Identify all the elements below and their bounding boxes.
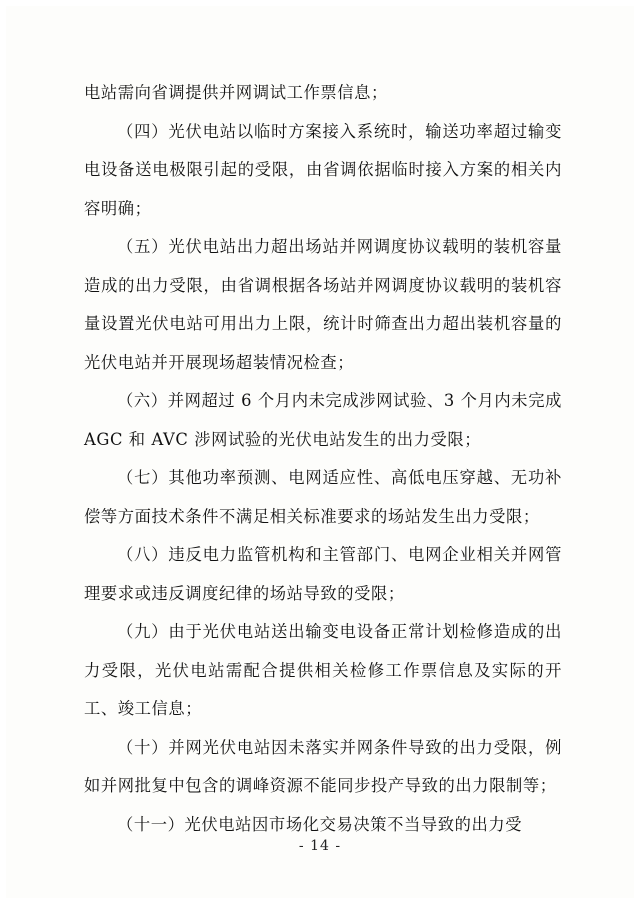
page-edge-right <box>634 0 640 904</box>
page-edge-left <box>0 0 6 904</box>
paragraph-item-9: （九）由于光伏电站送出输变电设备正常计划检修造成的出力受限，光伏电站需配合提供相关检修工作票信息及实际的开工、竣工信息； <box>84 622 562 718</box>
paragraph-item-5: （五）光伏电站出力超出场站并网调度协议载明的装机容量造成的出力受限，由省调根据各场站并网调度协议载明的装机容量设置光伏电站可用出力上限，统计时筛查出力超出装机容量的光伏电站并开展现场超装情况检查； <box>84 237 562 372</box>
page-number: - 14 - <box>298 838 342 854</box>
paragraph-item-4: （四）光伏电站以临时方案接入系统时，输送功率超过输变电设备送电极限引起的受限，由省调依据临时接入方案的相关内容明确； <box>84 121 562 218</box>
page-edge-bottom <box>0 898 640 904</box>
page-edge-top <box>0 0 640 6</box>
page-text-body <box>84 74 562 844</box>
paragraph-item-10: （十）并网光伏电站因未落实并网条件导致的出力受限，例如并网批复中包含的调峰资源不能同步投产导致的出力限制等； <box>84 737 562 795</box>
paragraph-item-8: （八）违反电力监管机构和主管部门、电网企业相关并网管理要求或违反调度纪律的场站导致的受限； <box>84 545 562 603</box>
paragraph-item-6: （六）并网超过 6 个月内未完成涉网试验、3 个月内未完成 AGC 和 AVC 涉网试验的光伏电站发生的出力受限； <box>84 391 562 449</box>
paragraph-item-11: （十一）光伏电站因市场化交易决策不当导致的出力受 <box>117 814 523 834</box>
paragraph-item-7: （七）其他功率预测、电网适应性、高低电压穿越、无功补偿等方面技术条件不满足相关标准要求的场站发生出力受限； <box>84 468 562 526</box>
paragraph-continuation: 电站需向省调提供并网调试工作票信息； <box>84 83 388 102</box>
